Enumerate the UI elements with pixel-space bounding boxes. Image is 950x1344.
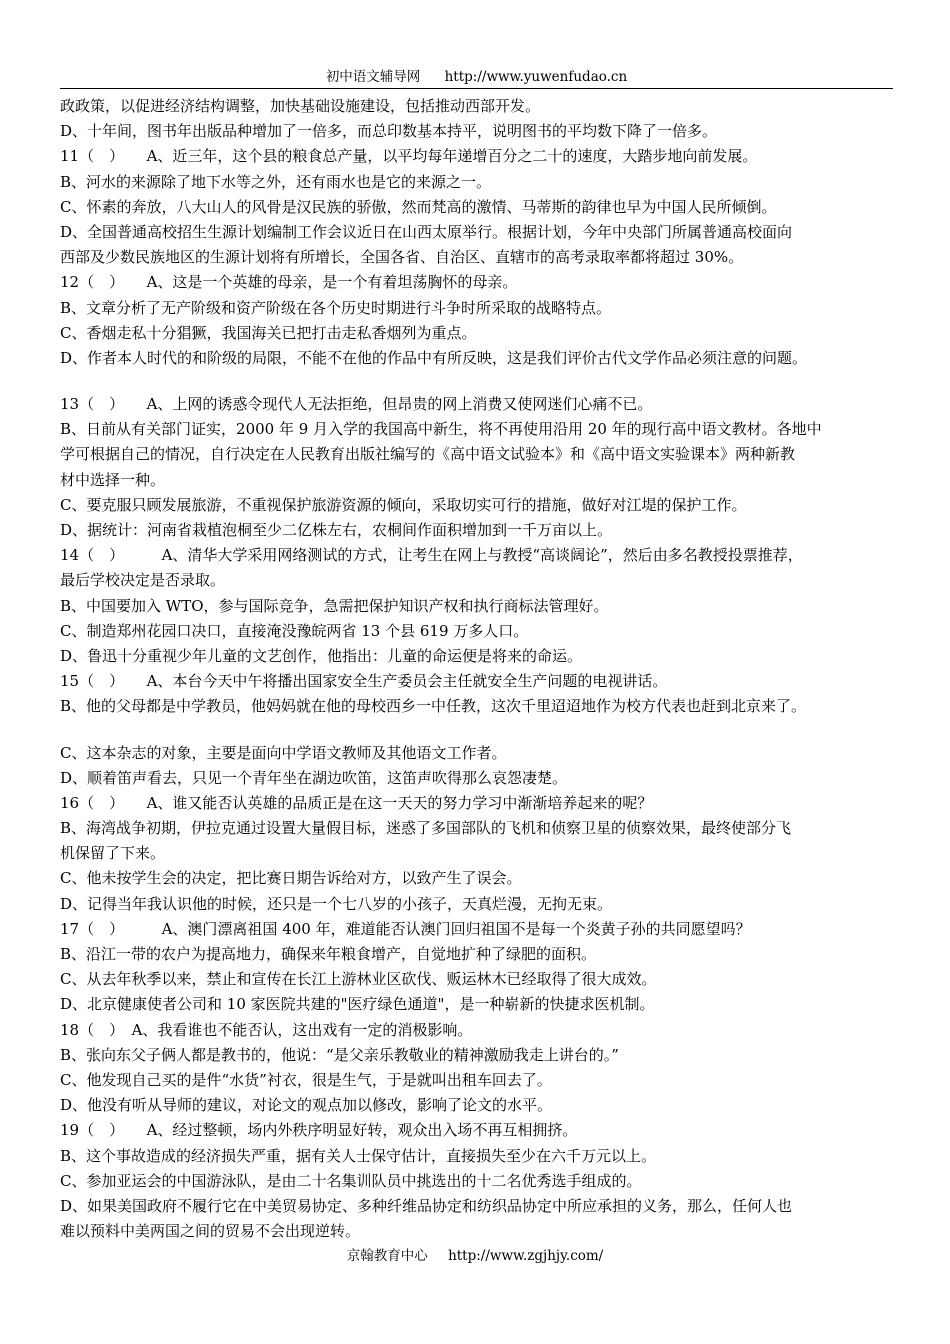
text-line: B、中国要加入 WTO，参与国际竞争，急需把保护知识产权和执行商标法管理好。 <box>60 596 609 615</box>
text-line: 最后学校决定是否录取。 <box>60 571 226 590</box>
text-line: B、他的父母都是中学教员，他妈妈就在他的母校西乡一中任教，这次千里迢迢地作为校方代表也赶到北京来了。 <box>60 697 807 716</box>
header-site-name: 初中语文辅导网 <box>325 69 421 85</box>
text-line: 难以预料中美两国之间的贸易不会出现逆转。 <box>60 1222 361 1241</box>
text-line: B、沿江一带的农户为提高地力，确保来年粮食增产，自觉地扩种了绿肥的面积。 <box>60 945 597 963</box>
text-line: D、记得当年我认识他的时候，还只是一个七八岁的小孩子，天真烂漫，无拘无束。 <box>60 894 613 913</box>
text-line: 西部及少数民族地区的生源计划将有所增长，全国各省、自治区、直辖市的高考录取率都将超过 30%。 <box>60 248 744 267</box>
text-line: B、河水的来源除了地下水等之外，还有雨水也是它的来源之一。 <box>60 172 492 191</box>
blank-line <box>60 720 900 741</box>
text-line: 17（ ） A、澳门漂离祖国 400 年，难道能否认澳门回归祖国不是每一个炎黄子孙的共同愿望吗？ <box>60 919 751 938</box>
text-line: C、要克服只顾发展旅游，不重视保护旅游资源的倾向，采取切实可行的措施，做好对江堤的保护工作。 <box>60 495 747 514</box>
text-line: C、他未按学生会的决定，把比赛日期告诉给对方，以致产生了误会。 <box>60 869 522 888</box>
text-line: 18（ ） A、我看谁也不能否认，这出戏有一定的消极影响。 <box>60 1020 473 1039</box>
text-line: 机保留了下来。 <box>60 844 166 863</box>
text-line: C、这本杂志的对象，主要是面向中学语文教师及其他语文工作者。 <box>60 743 507 762</box>
text-line: D、十年间，图书年出版品种增加了一倍多，而总印数基本持平，说明图书的平均数下降了一倍多。 <box>60 122 718 141</box>
text-line: 14（ ） A、清华大学采用网络测试的方式，让考生在网上与教授“高谈阔论”，然后由多名教授投票推荐， <box>60 546 803 565</box>
text-line: D、全国普通高校招生生源计划编制工作会议近日在山西太原举行。根据计划，今年中央部门所属普通高校面向 <box>60 222 793 241</box>
text-line: D、他没有听从导师的建议，对论文的观点加以修改，影响了论文的水平。 <box>60 1096 553 1115</box>
text-line: D、北京健康使者公司和 10 家医院共建的"医疗绿色通道"，是一种崭新的快捷求医机制。 <box>60 995 655 1014</box>
text-line: 政政策，以促进经济结构调整，加快基础设施建设，包括推动西部开发。 <box>60 97 541 115</box>
footer-org-name: 京翰教育中心 <box>346 1248 428 1264</box>
text-line: B、这个事故造成的经济损失严重，据有关人士保守估计，直接损失至少在六千万元以上。 <box>60 1146 657 1165</box>
text-line: C、参加亚运会的中国游泳队，是由二十名集训队员中挑选出的十二名优秀选手组成的。 <box>60 1171 642 1190</box>
header-url: http://www.yuwenfudao.cn <box>444 69 628 85</box>
blank-line <box>60 371 900 392</box>
text-line: D、作者本人时代的和阶级的局限，不能不在他的作品中有所反映，这是我们评价古代文学作品必须注意的问题。 <box>60 348 808 367</box>
footer-url: http://www.zgjhjy.com/ <box>448 1248 604 1264</box>
text-line: C、从去年秋季以来，禁止和宣传在长江上游林业区砍伐、贩运林木已经取得了很大成效。 <box>60 970 657 989</box>
text-line: 15（ ） A、本台今天中午将播出国家安全生产委员会主任就安全生产问题的电视讲话。 <box>60 672 668 691</box>
text-line: B、海湾战争初期，伊拉克通过设置大量假目标，迷惑了多国部队的飞机和侦察卫星的侦察效果，最终使部分飞 <box>60 819 792 838</box>
document-body <box>60 94 900 1244</box>
text-line: 材中选择一种。 <box>60 470 166 489</box>
text-line: B、张向东父子俩人都是教书的，他说：“是父亲乐教敬业的精神激励我走上讲台的。” <box>60 1045 619 1064</box>
text-line: 11（ ） A、近三年，这个县的粮食总产量，以平均每年递增百分之二十的速度，大踏步地向前发展。 <box>60 147 758 166</box>
text-line: C、制造郑州花园口决口，直接淹没豫皖两省 13 个县 619 万多人口。 <box>60 621 529 640</box>
text-line: 16（ ） A、谁又能否认英雄的品质正是在这一天天的努力学习中渐渐培养起来的呢？ <box>60 793 653 812</box>
text-line: D、据统计：河南省栽植泡桐至少二亿株左右，农桐间作面积增加到一千万亩以上。 <box>60 521 613 539</box>
text-line: 19（ ） A、经过整顿，场内外秩序明显好转，观众出入场不再互相拥挤。 <box>60 1121 578 1140</box>
text-line: 13（ ） A、上网的诱惑令现代人无法拒绝，但昂贵的网上消费又使网迷们心痛不已。 <box>60 395 653 414</box>
text-line: 12（ ） A、这是一个英雄的母亲，是一个有着坦荡胸怀的母亲。 <box>60 273 518 292</box>
text-line: D、鲁迅十分重视少年儿童的文艺创作，他指出：儿童的命运便是将来的命运。 <box>60 646 583 665</box>
page-header <box>60 66 893 89</box>
text-line: D、顺着笛声看去，只见一个青年坐在湖边吹笛，这笛声吹得那么哀怨凄楚。 <box>60 768 568 787</box>
text-line: B、日前从有关部门证实，2000 年 9 月入学的我国高中新生，将不再使用沿用 20 年的现行高中语文教材。各地中 <box>60 420 822 439</box>
text-line: C、香烟走私十分猖獗，我国海关已把打击走私香烟列为重点。 <box>60 323 477 342</box>
text-line: C、他发现自己买的是件“水货”衬衣，很是生气，于是就叫出租车回去了。 <box>60 1070 552 1089</box>
text-line: D、如果美国政府不履行它在中美贸易协定、多种纤维品协定和纺织品协定中所应承担的义务，那么，任何人也 <box>60 1196 793 1215</box>
text-line: C、怀素的奔放，八大山人的风骨是汉民族的骄傲，然而梵高的激情、马蒂斯的韵律也早为中国人民所倾倒。 <box>60 197 777 216</box>
text-line: 学可根据自己的情况，自行决定在人民教育出版社编写的《高中语文试验本》和《高中语文实验课本》两种新教 <box>60 445 796 464</box>
text-line: B、文章分析了无产阶级和资产阶级在各个历史时期进行斗争时所采取的战略特点。 <box>60 298 612 317</box>
page-footer <box>0 1245 950 1267</box>
